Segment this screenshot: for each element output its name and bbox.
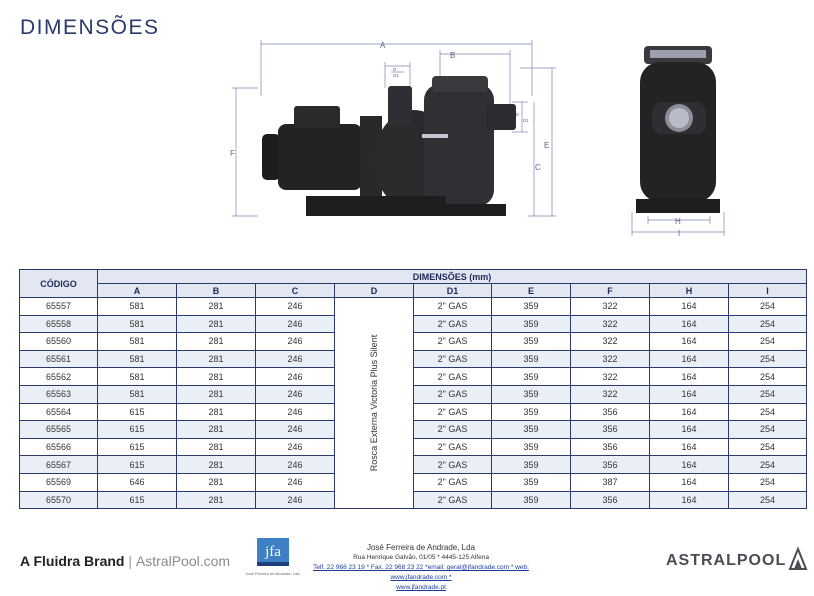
company-website-link[interactable]: www.jfandrade.pt <box>396 584 446 591</box>
company-contact-block <box>306 543 536 593</box>
dimensions-table <box>19 269 807 509</box>
cell-b: 281 <box>177 385 256 403</box>
cell-e: 359 <box>492 491 571 509</box>
cell-e: 359 <box>492 315 571 333</box>
d-merged-cell <box>335 298 414 509</box>
product-code-cell: 65567 <box>20 456 98 474</box>
product-code-cell: 65562 <box>20 368 98 386</box>
cell-b: 281 <box>177 315 256 333</box>
cell-i: 254 <box>729 368 807 386</box>
d-value-vertical-text: Rosca Externa Victoria Plus Silent <box>369 334 379 472</box>
column-header-f: F <box>571 284 650 298</box>
cell-i: 254 <box>729 473 807 491</box>
company-address: Rua Henrique Galvão, 01/05 * 4445-125 Alfena <box>353 554 489 561</box>
cell-b: 281 <box>177 421 256 439</box>
jfa-logo <box>245 538 301 584</box>
label-b: B <box>450 51 456 60</box>
product-code-cell: 65564 <box>20 403 98 421</box>
cell-i: 254 <box>729 298 807 316</box>
cell-d1: 2" GAS <box>414 315 492 333</box>
table-row <box>20 298 807 316</box>
column-header-h: H <box>650 284 729 298</box>
label-d1-outlet: D1 <box>523 118 529 123</box>
cell-c: 246 <box>256 368 335 386</box>
cell-h: 164 <box>650 403 729 421</box>
fluidra-brand-line <box>20 553 230 569</box>
cell-b: 281 <box>177 473 256 491</box>
table-body <box>20 298 807 509</box>
cell-e: 359 <box>492 350 571 368</box>
cell-a: 615 <box>98 491 177 509</box>
cell-d1: 2" GAS <box>414 368 492 386</box>
product-code-cell: 65558 <box>20 315 98 333</box>
cell-e: 359 <box>492 385 571 403</box>
cell-f: 322 <box>571 350 650 368</box>
astralpool-site-link[interactable]: AstralPool.com <box>135 553 231 569</box>
cell-e: 359 <box>492 438 571 456</box>
cell-f: 356 <box>571 456 650 474</box>
cell-e: 359 <box>492 421 571 439</box>
cell-d1: 2" GAS <box>414 456 492 474</box>
cell-a: 615 <box>98 403 177 421</box>
cell-i: 254 <box>729 456 807 474</box>
cell-b: 281 <box>177 298 256 316</box>
cell-h: 164 <box>650 473 729 491</box>
cell-d1: 2" GAS <box>414 473 492 491</box>
cell-c: 246 <box>256 298 335 316</box>
svg-text:ASTRALPOOL: ASTRALPOOL <box>666 552 787 569</box>
product-code-cell: 65565 <box>20 421 98 439</box>
pump-front-view-drawing <box>626 44 728 236</box>
cell-a: 581 <box>98 333 177 351</box>
cell-d1: 2" GAS <box>414 438 492 456</box>
cell-a: 581 <box>98 368 177 386</box>
cell-a: 615 <box>98 438 177 456</box>
label-d-outlet: D <box>516 112 520 117</box>
pump-side-view-drawing <box>228 36 560 226</box>
fluidra-brand: A Fluidra Brand <box>20 553 125 569</box>
cell-e: 359 <box>492 456 571 474</box>
cell-f: 322 <box>571 385 650 403</box>
cell-b: 281 <box>177 350 256 368</box>
cell-i: 254 <box>729 491 807 509</box>
cell-f: 356 <box>571 438 650 456</box>
cell-c: 246 <box>256 421 335 439</box>
column-header-b: B <box>177 284 256 298</box>
cell-b: 281 <box>177 456 256 474</box>
cell-i: 254 <box>729 438 807 456</box>
product-code-cell: 65566 <box>20 438 98 456</box>
cell-c: 246 <box>256 456 335 474</box>
cell-c: 246 <box>256 385 335 403</box>
product-code-cell: 65561 <box>20 350 98 368</box>
cell-h: 164 <box>650 491 729 509</box>
cell-f: 387 <box>571 473 650 491</box>
cell-c: 246 <box>256 473 335 491</box>
column-header-a: A <box>98 284 177 298</box>
cell-h: 164 <box>650 421 729 439</box>
cell-a: 646 <box>98 473 177 491</box>
cell-h: 164 <box>650 368 729 386</box>
company-name: José Ferreira de Andrade, Lda <box>366 543 476 552</box>
label-c: C <box>535 163 541 172</box>
cell-d1: 2" GAS <box>414 403 492 421</box>
cell-i: 254 <box>729 421 807 439</box>
product-code-cell: 65560 <box>20 333 98 351</box>
column-header-e: E <box>492 284 571 298</box>
page-title: DIMENSÕES <box>20 16 160 39</box>
company-contacts[interactable]: Telf. 22 968 23 19 * Fax. 22 968 23 22 *email: geral@jfandrade.com * web: www.jfandrade.com * <box>313 564 529 581</box>
label-d1: D1 <box>393 73 399 78</box>
cell-h: 164 <box>650 298 729 316</box>
cell-d1: 2" GAS <box>414 421 492 439</box>
cell-d1: 2" GAS <box>414 491 492 509</box>
cell-h: 164 <box>650 456 729 474</box>
cell-b: 281 <box>177 438 256 456</box>
cell-h: 164 <box>650 385 729 403</box>
cell-f: 322 <box>571 315 650 333</box>
cell-f: 322 <box>571 368 650 386</box>
dimensions-group-header: DIMENSÕES (mm) <box>98 270 807 284</box>
cell-e: 359 <box>492 403 571 421</box>
cell-e: 359 <box>492 473 571 491</box>
label-e: E <box>544 141 550 150</box>
label-h: H <box>675 217 681 226</box>
label-f: F <box>230 149 235 158</box>
cell-h: 164 <box>650 350 729 368</box>
cell-h: 164 <box>650 438 729 456</box>
cell-e: 359 <box>492 368 571 386</box>
cell-f: 356 <box>571 421 650 439</box>
product-code-cell: 65570 <box>20 491 98 509</box>
label-i: I <box>678 229 681 236</box>
cell-b: 281 <box>177 491 256 509</box>
cell-d1: 2" GAS <box>414 350 492 368</box>
cell-c: 246 <box>256 333 335 351</box>
cell-c: 246 <box>256 491 335 509</box>
cell-b: 281 <box>177 403 256 421</box>
cell-b: 281 <box>177 333 256 351</box>
cell-i: 254 <box>729 350 807 368</box>
brand-separator: | <box>128 553 133 569</box>
cell-i: 254 <box>729 333 807 351</box>
cell-d1: 2" GAS <box>414 298 492 316</box>
cell-b: 281 <box>177 368 256 386</box>
cell-c: 246 <box>256 403 335 421</box>
cell-f: 356 <box>571 491 650 509</box>
cell-i: 254 <box>729 385 807 403</box>
cell-e: 359 <box>492 333 571 351</box>
cell-c: 246 <box>256 350 335 368</box>
product-code-cell: 65563 <box>20 385 98 403</box>
codigo-header: CÓDIGO <box>20 270 98 298</box>
svg-text:jfa: jfa <box>265 544 281 560</box>
cell-a: 581 <box>98 350 177 368</box>
cell-c: 246 <box>256 315 335 333</box>
cell-a: 581 <box>98 298 177 316</box>
cell-a: 581 <box>98 385 177 403</box>
cell-i: 254 <box>729 403 807 421</box>
column-header-c: C <box>256 284 335 298</box>
product-code-cell: 65569 <box>20 473 98 491</box>
jfa-caption: José Ferreira de Andrade, Lda. <box>245 571 301 576</box>
cell-f: 356 <box>571 403 650 421</box>
cell-d1: 2" GAS <box>414 385 492 403</box>
cell-h: 164 <box>650 333 729 351</box>
column-header-i: I <box>729 284 807 298</box>
label-a: A <box>380 41 386 50</box>
cell-e: 359 <box>492 298 571 316</box>
cell-a: 615 <box>98 421 177 439</box>
cell-f: 322 <box>571 298 650 316</box>
astralpool-logo <box>662 543 808 575</box>
product-code-cell: 65557 <box>20 298 98 316</box>
column-header-d: D <box>335 284 414 298</box>
cell-f: 322 <box>571 333 650 351</box>
label-d: D <box>393 67 397 72</box>
cell-h: 164 <box>650 315 729 333</box>
cell-i: 254 <box>729 315 807 333</box>
cell-c: 246 <box>256 438 335 456</box>
cell-a: 615 <box>98 456 177 474</box>
cell-d1: 2" GAS <box>414 333 492 351</box>
column-header-d1: D1 <box>414 284 492 298</box>
cell-a: 581 <box>98 315 177 333</box>
